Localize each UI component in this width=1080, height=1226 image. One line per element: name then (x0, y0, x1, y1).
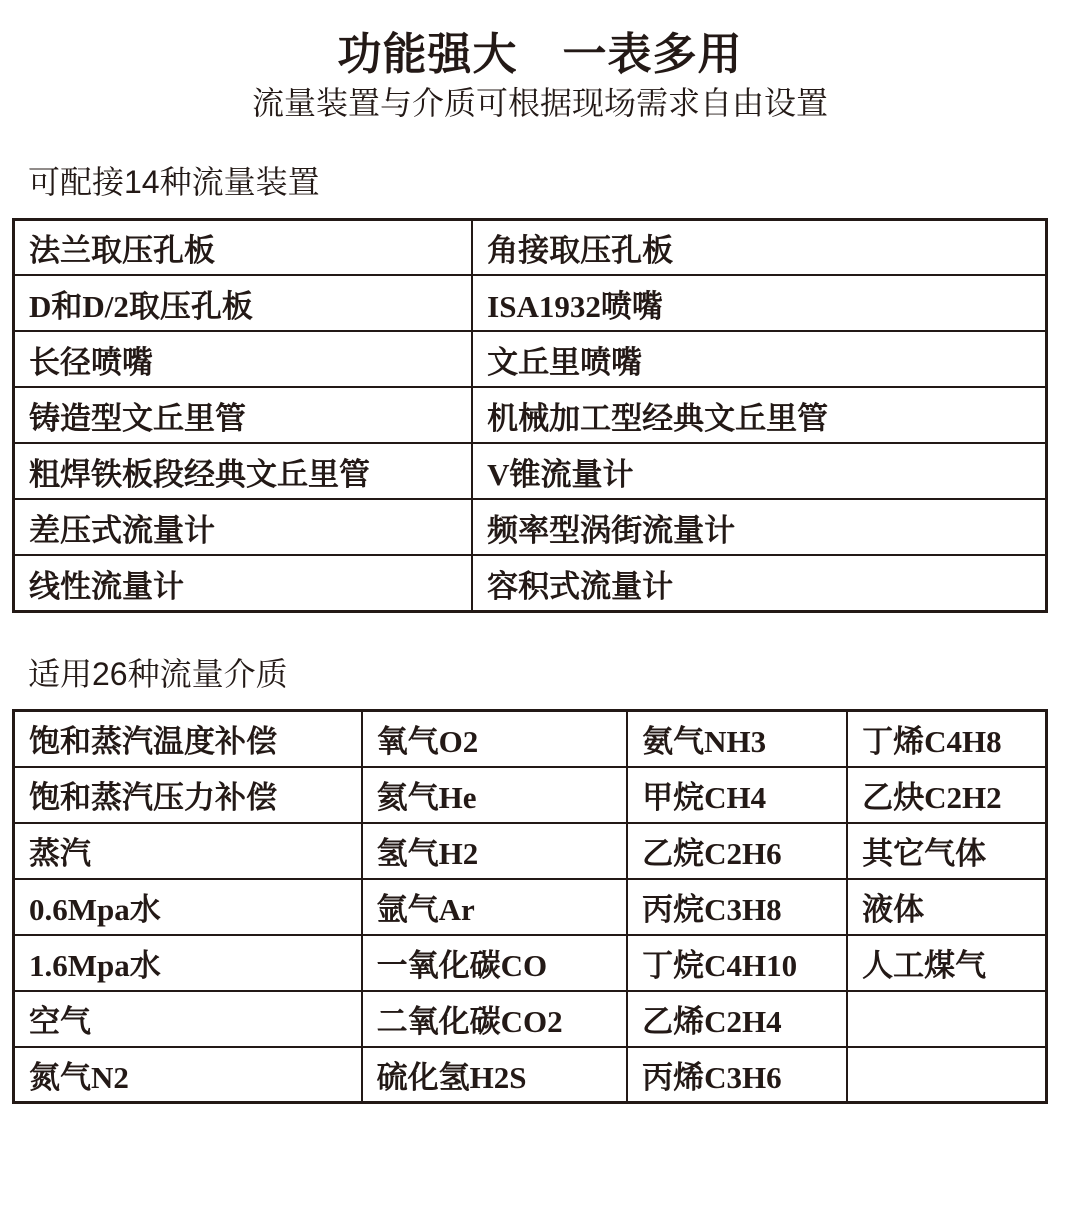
table-cell: 甲烷CH4 (627, 767, 847, 823)
table-row (14, 711, 1047, 767)
table-row (14, 555, 1047, 611)
table-cell: 机械加工型经典文丘里管 (472, 387, 1046, 443)
table-cell: 乙炔C2H2 (847, 767, 1046, 823)
table-cell: 铸造型文丘里管 (14, 387, 473, 443)
table-cell: 乙烷C2H6 (627, 823, 847, 879)
table-cell: 氧气O2 (362, 711, 627, 767)
table-cell: 氩气Ar (362, 879, 627, 935)
devices-table (12, 218, 1048, 613)
devices-section-heading: 可配接14种流量装置 (28, 164, 320, 201)
table-cell: V锥流量计 (472, 443, 1046, 499)
table-cell: 容积式流量计 (472, 555, 1046, 611)
table-cell: 频率型涡街流量计 (472, 499, 1046, 555)
table-cell: 蒸汽 (14, 823, 362, 879)
table-row (14, 387, 1047, 443)
table-row (14, 767, 1047, 823)
table-row (14, 1047, 1047, 1103)
table-cell: 线性流量计 (14, 555, 473, 611)
table-row (14, 331, 1047, 387)
table-cell: 文丘里喷嘴 (472, 331, 1046, 387)
table-cell: 差压式流量计 (14, 499, 473, 555)
table-cell: ISA1932喷嘴 (472, 275, 1046, 331)
table-cell: 法兰取压孔板 (14, 219, 473, 275)
table-cell: 硫化氢H2S (362, 1047, 627, 1103)
document-page (0, 30, 1080, 1104)
table-cell: 氢气H2 (362, 823, 627, 879)
table-row (14, 219, 1047, 275)
table-cell: 1.6Mpa水 (14, 935, 362, 991)
table-cell: 其它气体 (847, 823, 1046, 879)
table-cell: 人工煤气 (847, 935, 1046, 991)
table-cell: 长径喷嘴 (14, 331, 473, 387)
table-cell: 粗焊铁板段经典文丘里管 (14, 443, 473, 499)
table-row (14, 879, 1047, 935)
table-cell: 乙烯C2H4 (627, 991, 847, 1047)
table-cell: 一氧化碳CO (362, 935, 627, 991)
table-cell: 饱和蒸汽压力补偿 (14, 767, 362, 823)
table-row (14, 499, 1047, 555)
table-cell: 角接取压孔板 (472, 219, 1046, 275)
table-cell: 丙烯C3H6 (627, 1047, 847, 1103)
table-row (14, 935, 1047, 991)
media-section-heading: 适用26种流量介质 (28, 655, 288, 692)
page-title: 功能强大 一表多用 (337, 30, 743, 79)
table-row (14, 823, 1047, 879)
table-cell: 丁烷C4H10 (627, 935, 847, 991)
table-cell: 丙烷C3H8 (627, 879, 847, 935)
table-row (14, 275, 1047, 331)
table-cell: 氮气N2 (14, 1047, 362, 1103)
table-cell: 丁烯C4H8 (847, 711, 1046, 767)
table-cell: 氦气He (362, 767, 627, 823)
table-row (14, 991, 1047, 1047)
table-cell (847, 991, 1046, 1047)
table-row (14, 443, 1047, 499)
page-subtitle: 流量装置与介质可根据现场需求自由设置 (251, 84, 828, 121)
table-cell: 0.6Mpa水 (14, 879, 362, 935)
table-cell: D和D/2取压孔板 (14, 275, 473, 331)
table-cell: 氨气NH3 (627, 711, 847, 767)
table-cell: 二氧化碳CO2 (362, 991, 627, 1047)
table-cell: 液体 (847, 879, 1046, 935)
media-table (12, 709, 1048, 1104)
table-cell: 饱和蒸汽温度补偿 (14, 711, 362, 767)
table-cell: 空气 (14, 991, 362, 1047)
table-cell (847, 1047, 1046, 1103)
